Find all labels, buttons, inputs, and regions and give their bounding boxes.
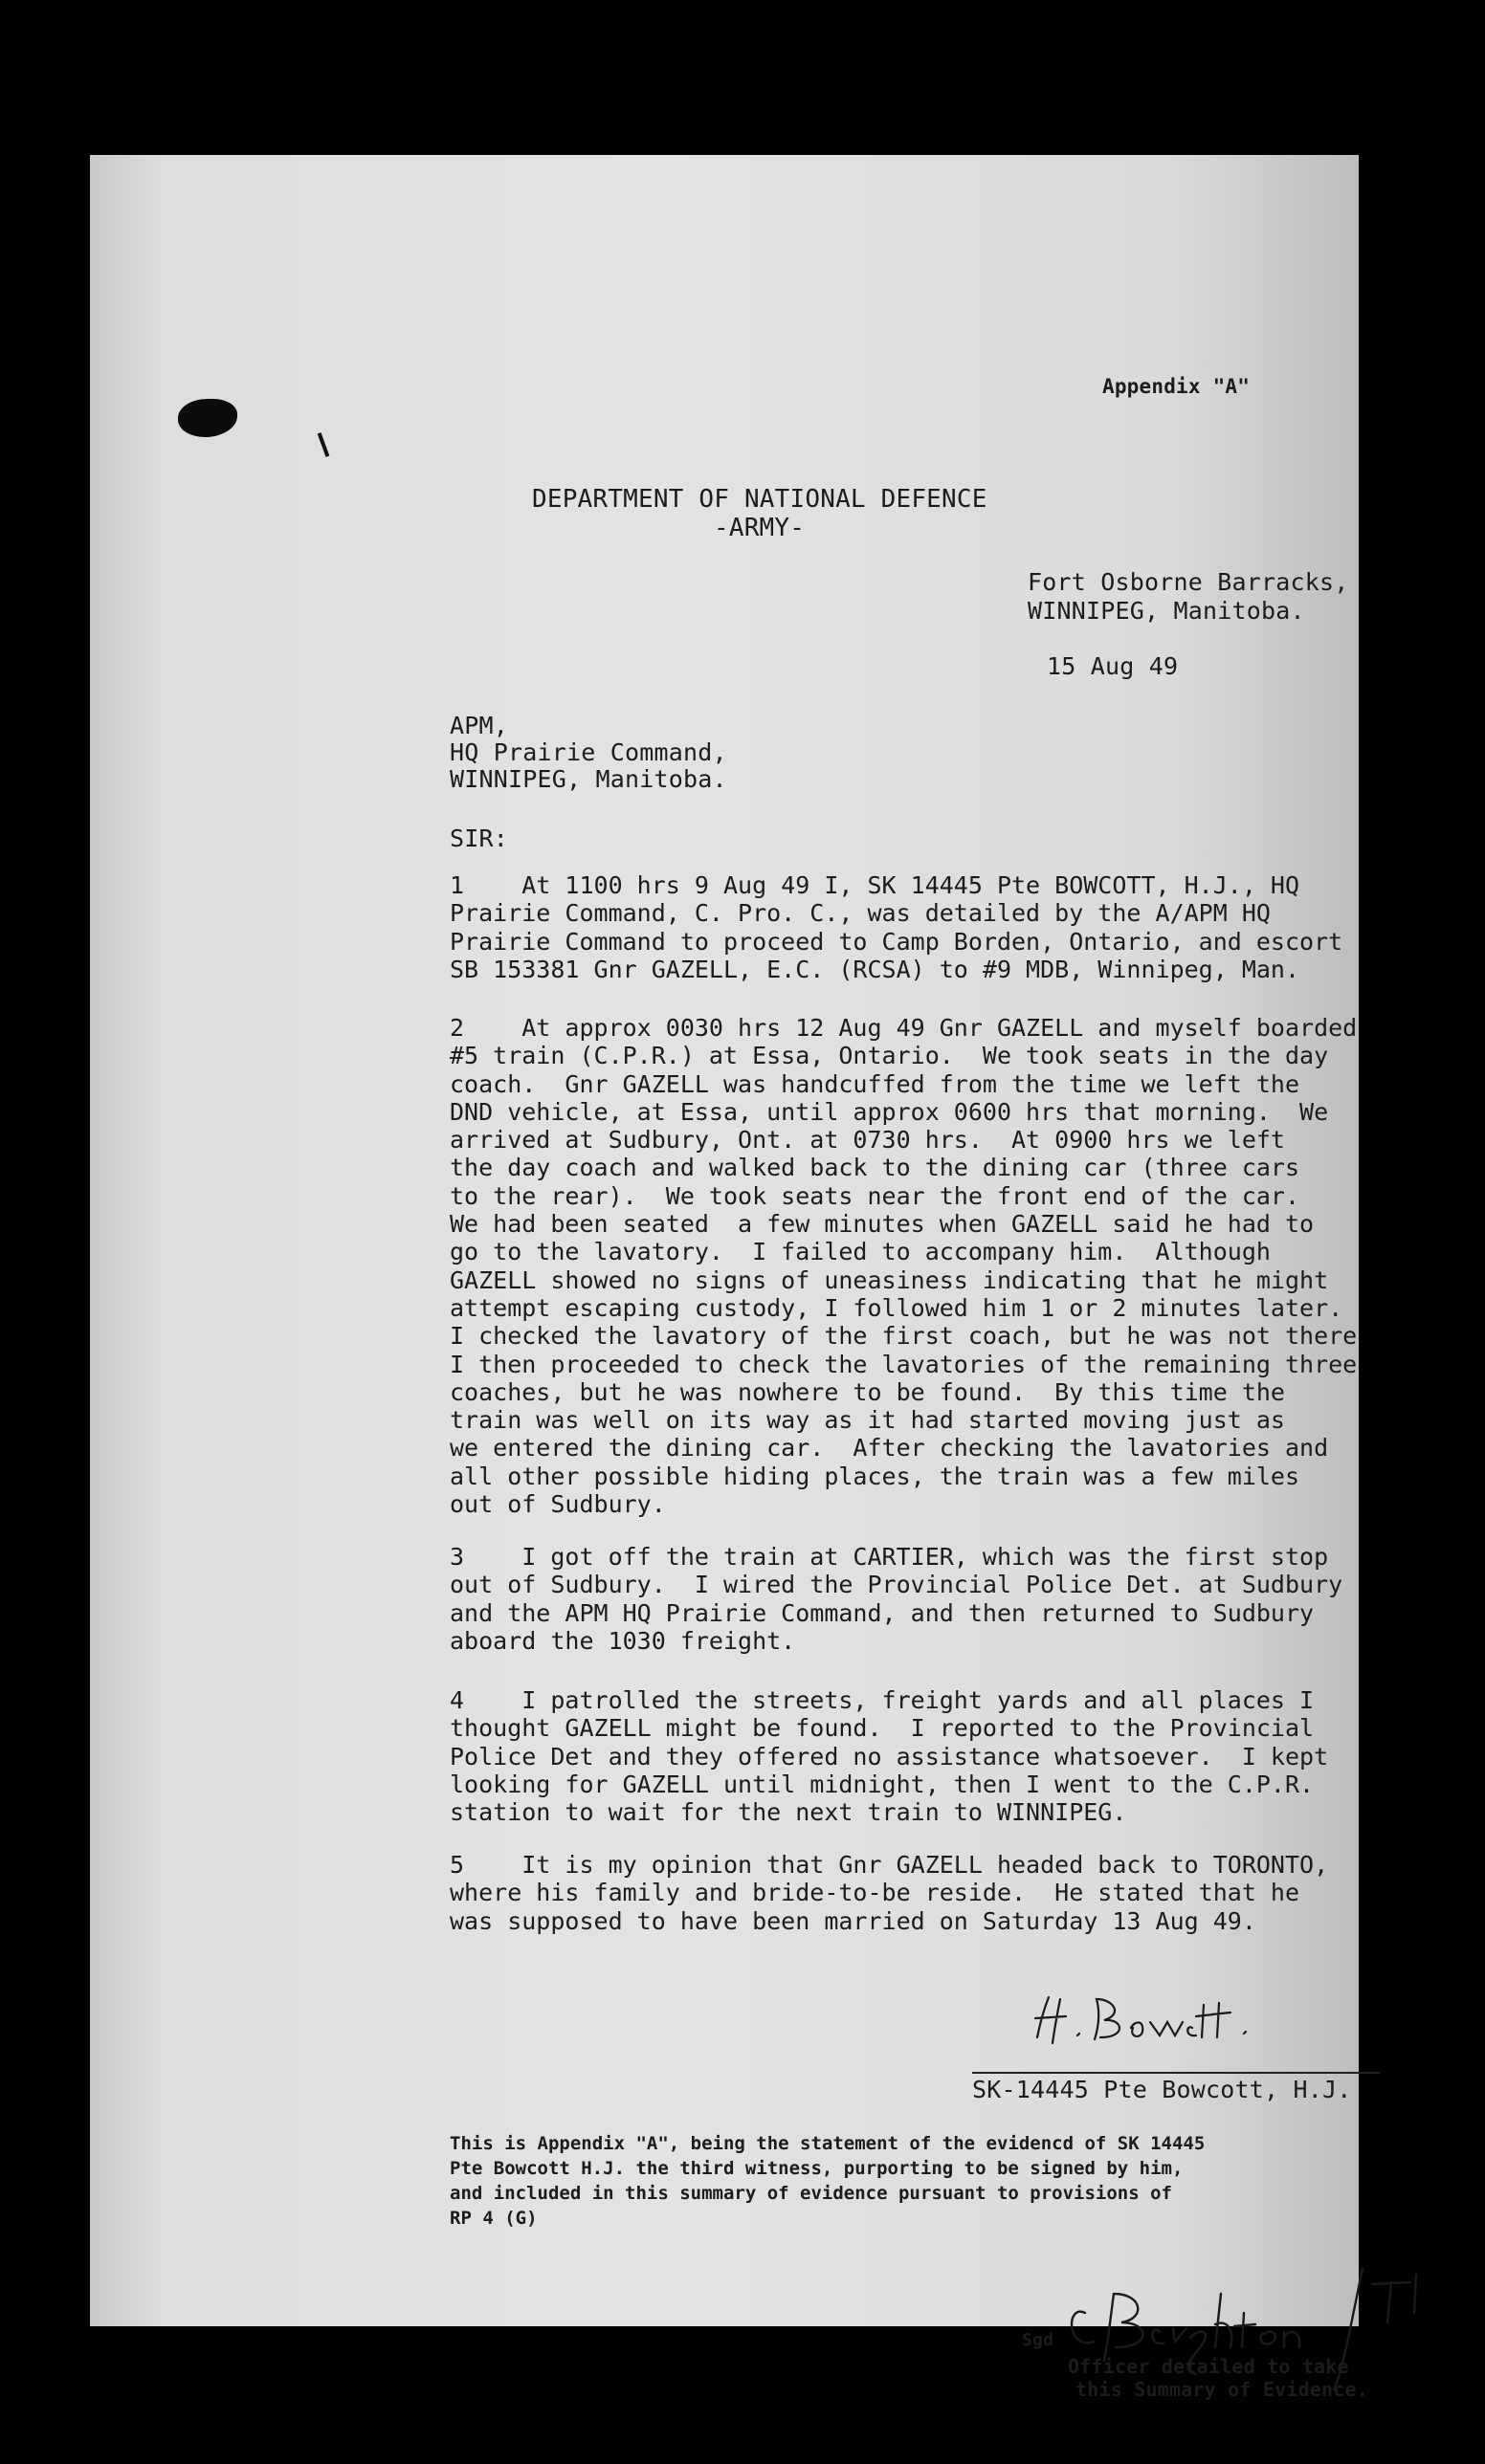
sender-address-line-1: Fort Osborne Barracks, <box>1028 568 1349 596</box>
paragraph-line: station to wait for the next train to WINNIPEG. <box>450 1798 1127 1827</box>
paragraph-line: the day coach and walked back to the dining car (three cars <box>450 1154 1300 1182</box>
department-heading: DEPARTMENT OF NATIONAL DEFENCE <box>532 485 987 514</box>
paragraph-line: all other possible hiding places, the train was a few miles <box>450 1462 1300 1490</box>
paragraph-line: was supposed to have been married on Saturday 13 Aug 49. <box>450 1906 1256 1935</box>
paragraph-4 <box>450 1686 1445 1826</box>
paragraph-3 <box>450 1543 1445 1655</box>
paragraph-line: coach. Gnr GAZELL was handcuffed from the time we left the <box>450 1069 1300 1098</box>
salutation: SIR: <box>450 825 509 852</box>
paragraph-line: 1 At 1100 hrs 9 Aug 49 I, SK 14445 Pte BOWCOTT, H.J., HQ <box>450 871 1300 899</box>
paragraph-line: GAZELL showed no signs of uneasiness indicating that he might <box>450 1265 1329 1294</box>
paragraph-line: DND vehicle, at Essa, until approx 0600 hrs that morning. We <box>450 1097 1329 1126</box>
paragraph-line: 5 It is my opinion that Gnr GAZELL headed back to TORONTO, <box>450 1851 1329 1879</box>
sgd-label: Sgd <box>1022 2330 1054 2350</box>
note-line: and included in this summary of evidence pursuant to provisions of <box>450 2183 1172 2204</box>
paragraph-2 <box>450 1014 1445 1518</box>
paragraph-line: thought GAZELL might be found. I reported to the Provincial <box>450 1714 1315 1743</box>
paragraph-line: go to the lavatory. I failed to accompany him. Although <box>450 1238 1271 1266</box>
sender-address-line-2: WINNIPEG, Manitoba. <box>1028 597 1305 625</box>
paragraph-line: SB 153381 Gnr GAZELL, E.C. (RCSA) to #9 MDB, Winnipeg, Man. <box>450 955 1300 983</box>
note-line: Pte Bowcott H.J. the third witness, purporting to be signed by him, <box>450 2158 1184 2179</box>
paragraph-line: I then proceeded to check the lavatories of the remaining three <box>450 1350 1358 1378</box>
branch-heading: -ARMY- <box>714 514 806 542</box>
paragraph-line: to the rear). We took seats near the front end of the car. <box>450 1181 1300 1210</box>
typed-signature: SK-14445 Pte Bowcott, H.J. <box>972 2076 1352 2103</box>
appendix-label: Appendix "A" <box>1102 375 1251 398</box>
paragraph-5 <box>450 1851 1445 1935</box>
paragraph-line: Prairie Command to proceed to Camp Borden, Ontario, and escort <box>450 927 1343 956</box>
note-line: RP 4 (G) <box>450 2208 538 2229</box>
paragraph-line: Prairie Command, C. Pro. C., was detailed by the A/APM HQ <box>450 899 1271 928</box>
recipient-line-2: HQ Prairie Command, <box>450 738 727 766</box>
note-line: This is Appendix "A", being the statement of the evidencd of SK 14445 <box>450 2133 1206 2154</box>
paragraph-line: we entered the dining car. After checking the lavatories and <box>450 1434 1329 1463</box>
paragraph-line: #5 train (C.P.R.) at Essa, Ontario. We took seats in the day <box>450 1042 1329 1070</box>
certification-note <box>450 2131 1205 2231</box>
ink-blot <box>178 399 237 437</box>
paragraph-line: attempt escaping custody, I followed him 1 or 2 minutes later. <box>450 1293 1343 1322</box>
witness-signature <box>1028 1990 1305 2047</box>
recipient-line-3: WINNIPEG, Manitoba. <box>450 765 727 793</box>
recipient-line-1: APM, <box>450 712 509 739</box>
officer-caption-line-2: this Summary of Evidence. <box>1075 2378 1369 2401</box>
paragraph-line: coaches, but he was nowhere to be found. By this time the <box>450 1377 1285 1406</box>
paragraph-line: I checked the lavatory of the first coach, but he was not there <box>450 1322 1358 1351</box>
signature-line <box>972 2072 1380 2074</box>
document-page <box>90 155 1369 2401</box>
paragraph-line: aboard the 1030 freight. <box>450 1626 796 1655</box>
paragraph-line: where his family and bride-to-be reside. He stated that he <box>450 1879 1300 1907</box>
paragraph-line: arrived at Sudbury, Ont. at 0730 hrs. At 0900 hrs we left <box>450 1126 1285 1155</box>
paragraph-line: 2 At approx 0030 hrs 12 Aug 49 Gnr GAZELL and myself boarded <box>450 1014 1358 1042</box>
paragraph-1 <box>450 871 1445 983</box>
paragraph-line: and the APM HQ Prairie Command, and then returned to Sudbury <box>450 1598 1315 1627</box>
paragraph-line: 4 I patrolled the streets, freight yards and all places I <box>450 1686 1315 1714</box>
letter-date: 15 Aug 49 <box>1047 652 1179 680</box>
paragraph-line: train was well on its way as it had started moving just as <box>450 1406 1285 1435</box>
paragraph-line: Police Det and they offered no assistance whatsoever. I kept <box>450 1742 1329 1771</box>
officer-caption-line-1: Officer detailed to take <box>1068 2355 1349 2378</box>
paragraph-line: out of Sudbury. <box>450 1490 666 1519</box>
paragraph-line: looking for GAZELL until midnight, then I went to the C.P.R. <box>450 1770 1315 1798</box>
ink-mark <box>318 432 330 457</box>
paragraph-line: 3 I got off the train at CARTIER, which was the first stop <box>450 1543 1329 1571</box>
paragraph-line: out of Sudbury. I wired the Provincial Police Det. at Sudbury <box>450 1571 1343 1599</box>
paragraph-line: We had been seated a few minutes when GAZELL said he had to <box>450 1210 1315 1239</box>
